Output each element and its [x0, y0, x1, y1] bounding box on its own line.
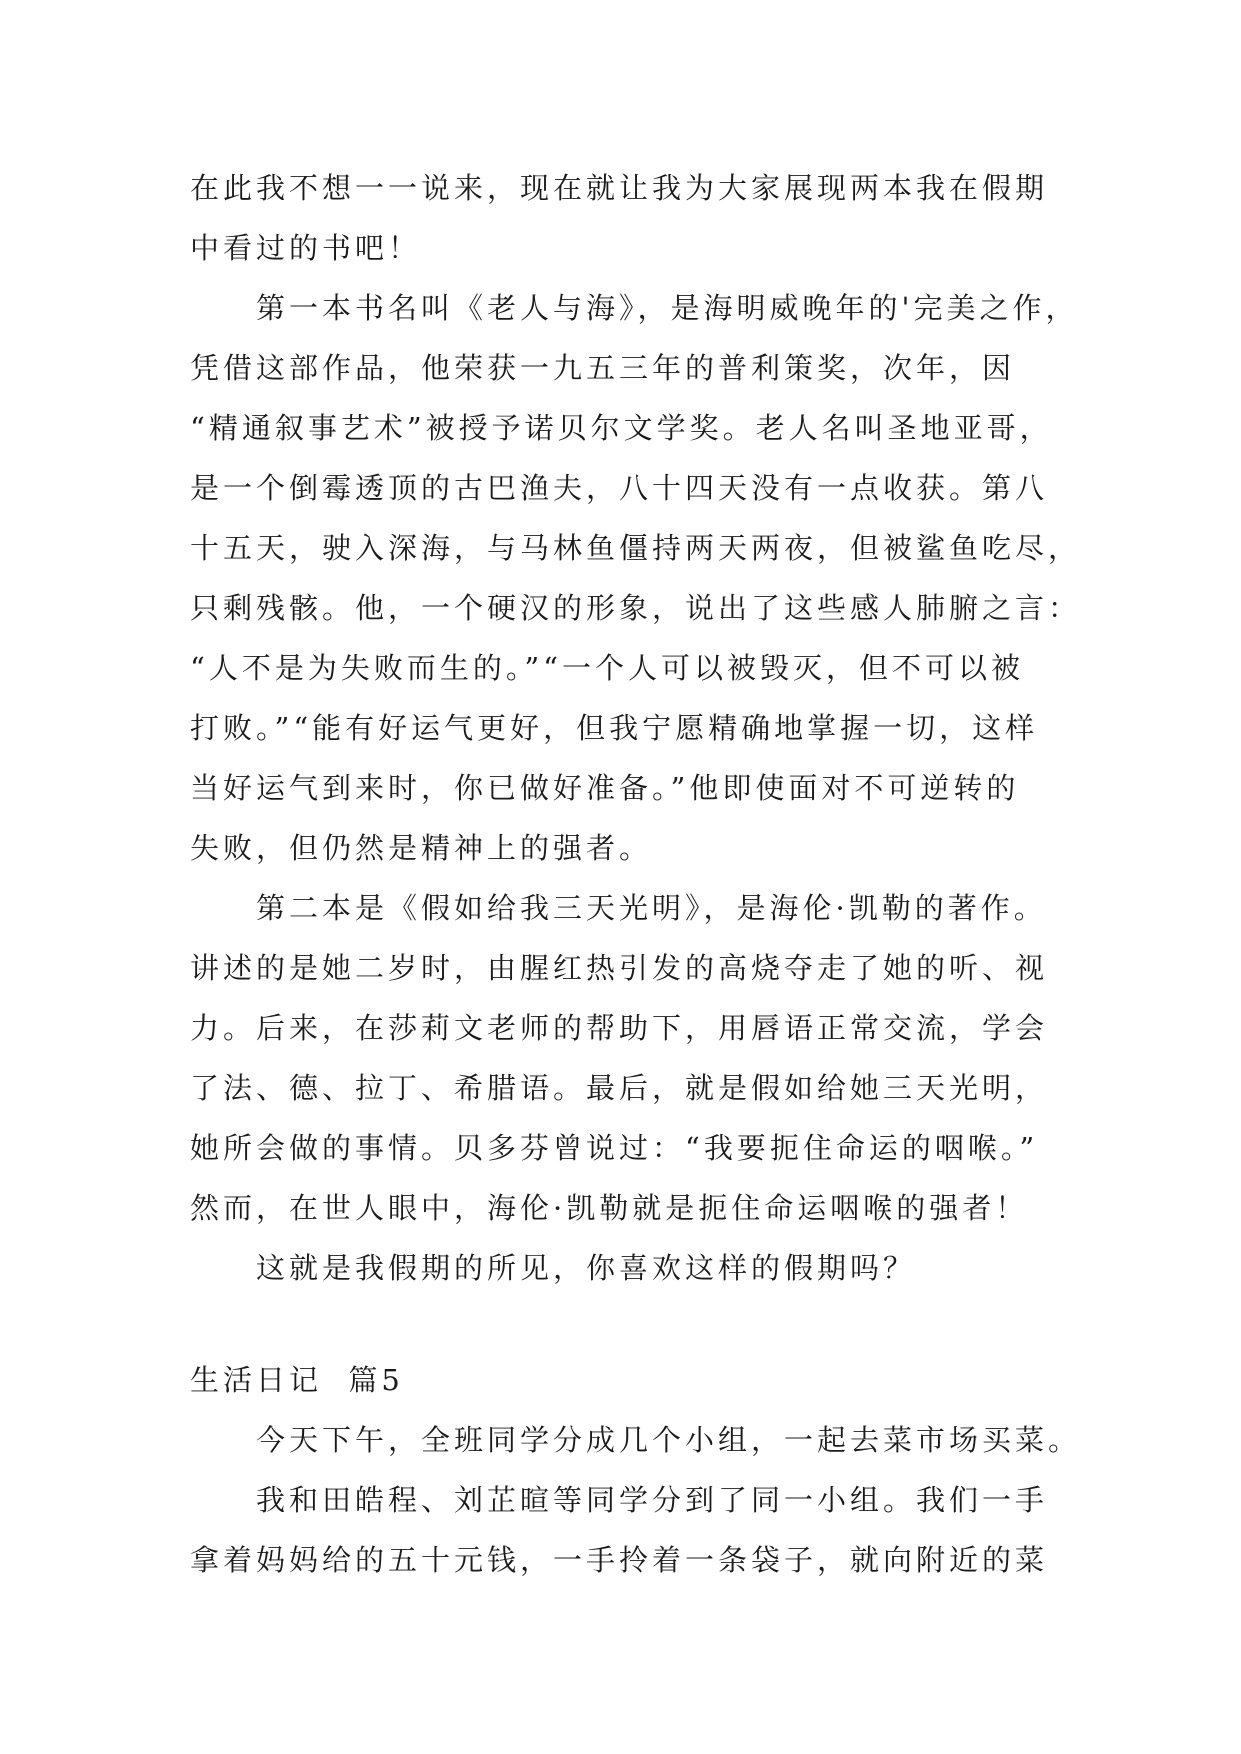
paragraph [190, 278, 1082, 878]
text-line: 第一本书名叫《老人与海》，是海明威晚年的'完美之作， [256, 291, 1079, 325]
text-line: 在此我不想一一说来，现在就让我为大家展现两本我在假期 [190, 171, 1049, 205]
text-line: 是一个倒霉透顶的古巴渔夫，八十四天没有一点收获。第八 [190, 471, 1049, 505]
paragraph [190, 1238, 1060, 1298]
text-line: 打败。”“能有好运气更好，但我宁愿精确地掌握一切，这样 [190, 711, 1039, 745]
text-line: 失败，但仍然是精神上的强者。 [190, 831, 653, 865]
text-line: 然而，在世人眼中，海伦·凯勒就是扼住命运咽喉的强者！ [190, 1191, 1029, 1225]
text-line: 中看过的书吧！ [190, 231, 422, 265]
text-line: 十五天，驶入深海，与马林鱼僵持两天两夜，但被鲨鱼吃尽， [190, 531, 1082, 565]
text-line: 我和田皓程、刘芷暄等同学分到了同一小组。我们一手 [256, 1483, 1049, 1517]
text-line: 只剩残骸。他，一个硬汉的形象，说出了这些感人肺腑之言： [190, 591, 1082, 625]
paragraph [190, 1410, 1082, 1470]
text-line: 她所会做的事情。贝多芬曾说过：“我要扼住命运的咽喉。” [190, 1131, 1039, 1165]
document-page [190, 158, 1082, 1590]
paragraph [190, 878, 1060, 1238]
section-heading: 生活日记 篇5 [190, 1363, 404, 1397]
text-line: 这就是我假期的所见，你喜欢这样的假期吗？ [256, 1251, 917, 1285]
text-line: “精通叙事艺术”被授予诺贝尔文学奖。老人名叫圣地亚哥， [190, 411, 1053, 445]
text-line: 今天下午，全班同学分成几个小组，一起去菜市场买菜。 [256, 1423, 1082, 1457]
text-line: 当好运气到来时，你已做好准备。”他即使面对不可逆转的 [190, 771, 1020, 805]
paragraph [190, 158, 1060, 278]
text-line: “人不是为失败而生的。”“一个人可以被毁灭，但不可以被 [190, 651, 1024, 685]
text-line: 力。后来，在莎莉文老师的帮助下，用唇语正常交流，学会 [190, 1011, 1049, 1045]
text-line: 讲述的是她二岁时，由腥红热引发的高烧夺走了她的听、视 [190, 951, 1049, 985]
text-line: 凭借这部作品，他荣获一九五三年的普利策奖，次年，因 [190, 351, 1016, 385]
text-line: 第二本是《假如给我三天光明》，是海伦·凯勒的著作。 [256, 891, 1047, 925]
section-spacer [190, 1298, 1060, 1350]
text-line: 了法、德、拉丁、希腊语。最后，就是假如给她三天光明， [190, 1071, 1049, 1105]
paragraph [190, 1470, 1060, 1590]
text-line: 拿着妈妈给的五十元钱，一手拎着一条袋子，就向附近的菜 [190, 1543, 1049, 1577]
